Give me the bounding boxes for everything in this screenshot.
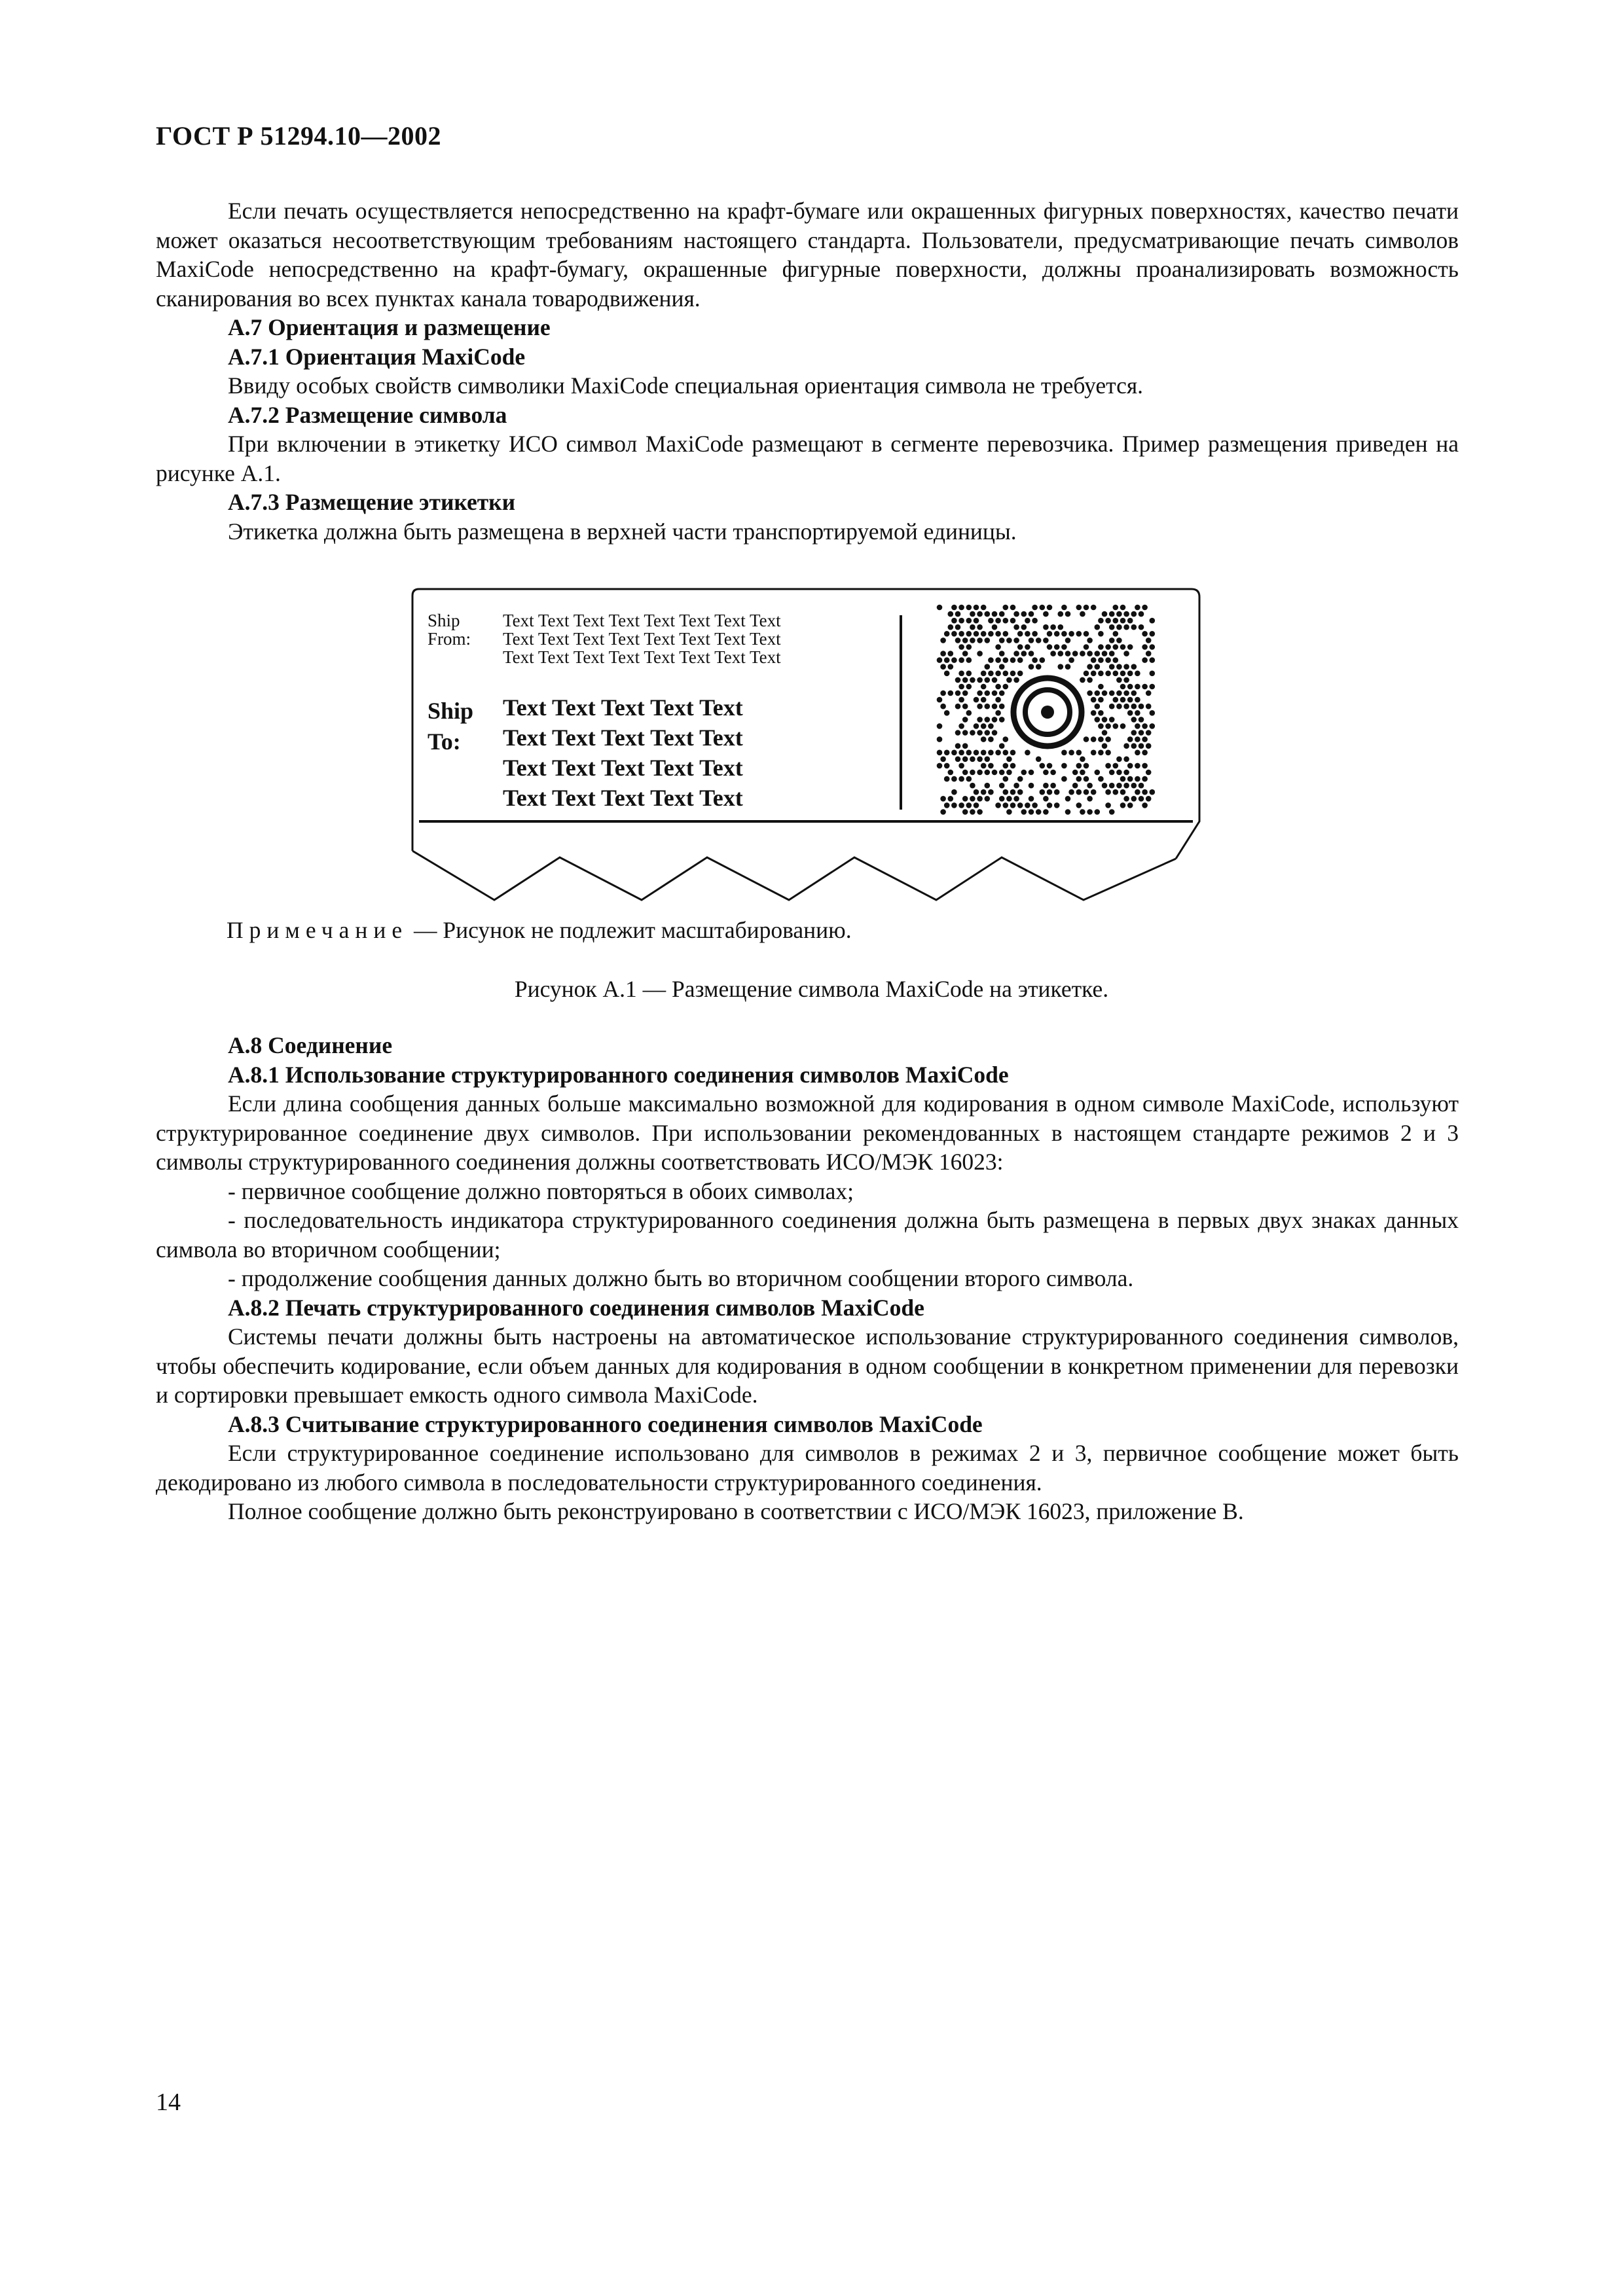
ship-to-line: Text Text Text Text Text <box>503 694 743 721</box>
section-a71-paragraph: Ввиду особых свойств символики MaxiCode специальная ориентация символа не требуется. <box>228 372 1144 399</box>
section-a71-heading: А.7.1 Ориентация MaxiCode <box>228 343 526 370</box>
figure-note <box>227 916 852 944</box>
list-item: - первичное сообщение должно повторяться в обоих символах; <box>228 1177 854 1204</box>
ship-to-line: Text Text Text Text Text <box>503 785 743 811</box>
section-a83-paragraph-2: Полное сообщение должно быть реконструировано в соответствии с ИСО/МЭК 16023, приложение В. <box>228 1498 1244 1524</box>
ship-to-label-2: To: <box>428 728 461 755</box>
section-a7-block <box>156 196 1459 546</box>
section-a8-block <box>156 1031 1459 1526</box>
intro-paragraph: Если печать осуществляется непосредственно на крафт-бумаге или окрашенных фигурных поверхностях, качество печати может оказаться несоответствующим требованиям настоящего стандарта. Пользователи, предусматривающие печать символов MaxiCode непосредственно на крафт-бумагу, окрашенные фигурные поверхности, должны проанализировать возможность сканирования во всех пунктах канала товародвижения. <box>156 198 1459 312</box>
list-item: - продолжение сообщения данных должно быть во вторичном сообщении второго символа. <box>228 1265 1134 1291</box>
section-a8-heading: А.8 Соединение <box>228 1032 393 1058</box>
note-dash: — <box>413 917 437 943</box>
figure-a1-label <box>393 576 1231 910</box>
ship-to-label-1: Ship <box>428 698 474 724</box>
section-a83-heading: А.8.3 Считывание структурированного соединения символов MaxiCode <box>228 1410 983 1437</box>
section-a83-paragraph-1: Если структурированное соединение использовано для символов в режимах 2 и 3, первичное сообщение может быть декодировано из любого символа в последовательности структурированного соединения. <box>156 1440 1459 1496</box>
list-item: - последовательность индикатора структурированного соединения должна быть размещена в первых двух знаках данных символа во вторичном сообщении; <box>156 1207 1459 1263</box>
tear-edge <box>412 851 1176 900</box>
section-a81-heading: А.8.1 Использование структурированного соединения символов MaxiCode <box>228 1061 1009 1088</box>
figure-caption: Рисунок А.1 — Размещение символа MaxiCode на этикетке. <box>514 976 1109 1002</box>
note-prefix: Примечание <box>227 917 409 943</box>
section-a73-paragraph: Этикетка должна быть размещена в верхней части транспортируемой единицы. <box>228 518 1017 545</box>
page-number: 14 <box>156 2089 181 2116</box>
section-a72-paragraph: При включении в этикетку ИСО символ MaxiCode размещают в сегменте перевозчика. Пример размещения приведен на рисунке А.1. <box>156 431 1459 486</box>
section-a73-heading: А.7.3 Размещение этикетки <box>228 489 516 515</box>
ship-to-line: Text Text Text Text Text <box>503 755 743 781</box>
ship-from-line: Text Text Text Text Text Text Text Text <box>503 629 781 649</box>
ship-from-label-2: From: <box>428 629 471 649</box>
section-a81-paragraph: Если длина сообщения данных больше максимально возможной для кодирования в одном символе MaxiCode, используют структурированное соединение двух символов. При использовании рекомендованных в настоящем стандарте режимов 2 и 3 символы структурированного соединения должны соответствовать ИСО/МЭК 16023: <box>156 1090 1459 1175</box>
section-a72-heading: А.7.2 Размещение символа <box>228 401 507 428</box>
note-text: Рисунок не подлежит масштабированию. <box>443 917 852 943</box>
section-a82-heading: А.8.2 Печать структурированного соединения символов MaxiCode <box>228 1294 924 1321</box>
ship-from-line: Text Text Text Text Text Text Text Text <box>503 647 781 667</box>
section-a82-paragraph: Системы печати должны быть настроены на автоматическое использование структурированного соединения символов, чтобы обеспечить кодирование, если объем данных для кодирования в одном сообщении в конкретном применении для перевозки и сортировки превышает емкость одного символа MaxiCode. <box>156 1323 1459 1408</box>
section-a7-heading: А.7 Ориентация и размещение <box>228 314 551 340</box>
maxicode-symbol-icon <box>937 605 1155 815</box>
ship-from-label-1: Ship <box>428 611 460 630</box>
standard-header: ГОСТ Р 51294.10—2002 <box>156 121 442 151</box>
ship-from-line: Text Text Text Text Text Text Text Text <box>503 611 781 630</box>
ship-to-line: Text Text Text Text Text <box>503 725 743 751</box>
